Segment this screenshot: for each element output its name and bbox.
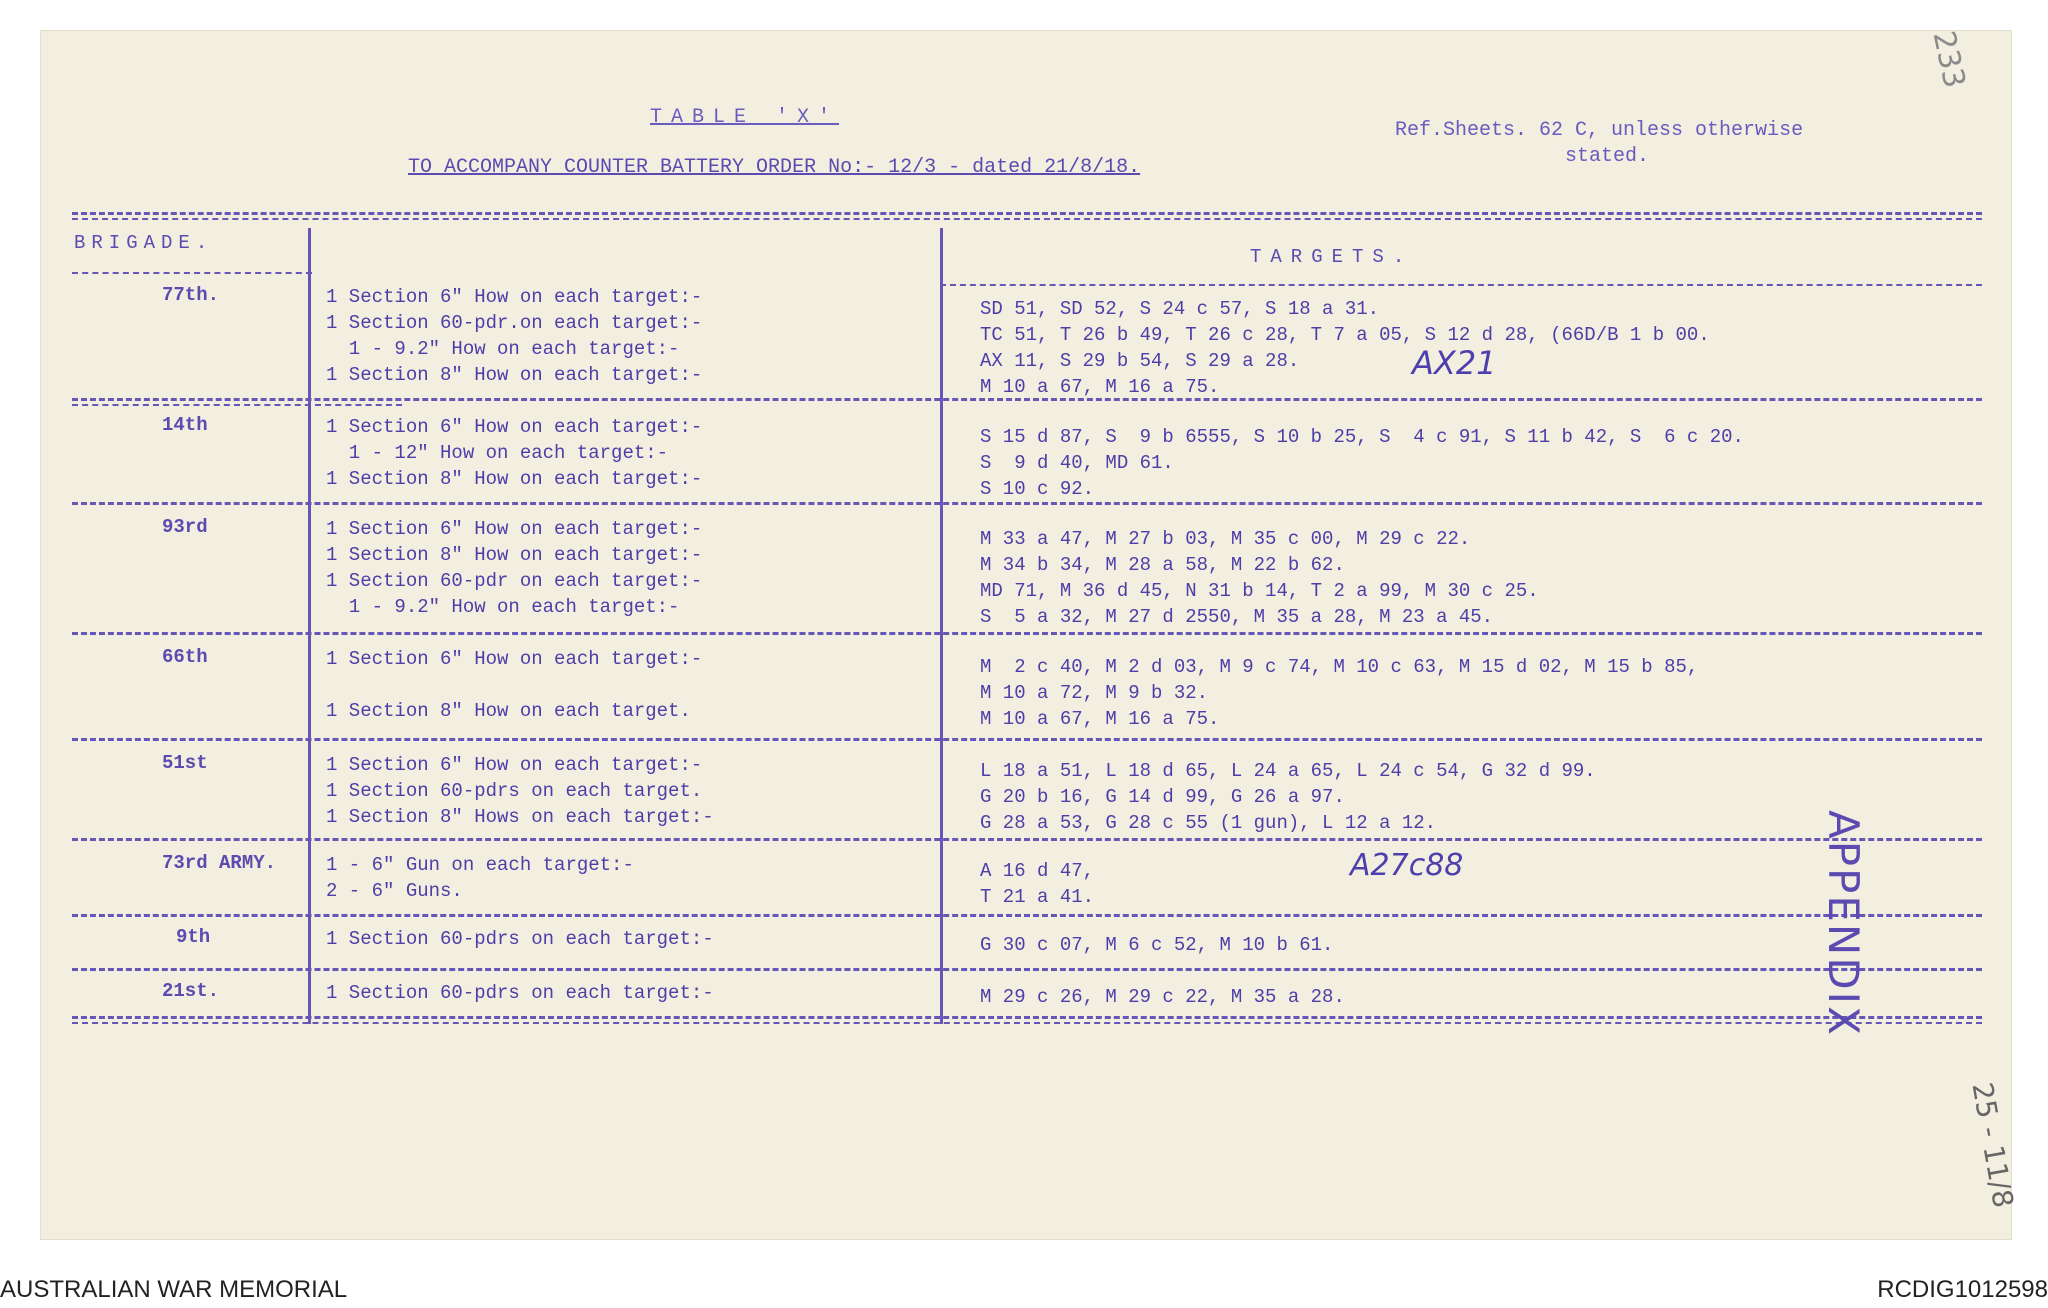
- brigade-cell: 66th: [162, 646, 208, 668]
- weapons-cell: 1 - 6" Gun on each target:- 2 - 6" Guns.: [326, 854, 634, 902]
- footer-left: AUSTRALIAN WAR MEMORIAL: [0, 1276, 348, 1303]
- table-top-rule-2: [72, 218, 1982, 220]
- weapons-cell: 1 Section 6" How on each target:- 1 - 12" How on each target:- 1 Section 8" How on each target:-: [326, 416, 703, 490]
- handwritten-note-a27c88: A27c88: [1350, 848, 1464, 883]
- header-brigade: BRIGADE.: [74, 232, 214, 254]
- weapons-cell: 1 Section 6" How on each target:- 1 Section 8" How on each target.: [326, 648, 703, 722]
- brigade-cell: 93rd: [162, 516, 208, 538]
- row-separator: [72, 914, 1982, 917]
- row-separator: [72, 838, 1982, 841]
- targets-cell: G 30 c 07, M 6 c 52, M 10 b 61.: [980, 934, 1334, 956]
- header-rule-right: [940, 284, 1982, 286]
- footer-right: RCDIG1012598: [1877, 1276, 2048, 1303]
- table-bottom-rule-2: [72, 1022, 1982, 1024]
- reference-note: [1395, 118, 1803, 170]
- brigade-cell: 73rd ARMY.: [162, 852, 277, 874]
- row-separator: [72, 404, 402, 406]
- reference-line-1: Ref.Sheets. 62 C, unless otherwise: [1395, 119, 1804, 142]
- weapons-cell: 1 Section 6" How on each target:- 1 Section 60-pdr.on each target:- 1 - 9.2" How on each target:- 1 Section 8" How on each target:-: [326, 286, 703, 386]
- table-title: TABLE 'X': [650, 106, 840, 129]
- row-separator: [72, 968, 1982, 971]
- targets-cell: M 33 a 47, M 27 b 03, M 35 c 00, M 29 c 22. M 34 b 34, M 28 a 58, M 22 b 62. MD 71, M 36 d 45, N 31 b 14, T 2 a 99, M 30 c 25. S 5 a 32, M 27 d 2550, M 35 a 28, M 23 a 45.: [980, 528, 1539, 628]
- brigade-cell: 21st.: [162, 980, 220, 1002]
- appendix-stamp: APPENDIX: [1819, 810, 1868, 1037]
- handwritten-note-ax21: AX21: [1412, 344, 1497, 382]
- table-bottom-rule: [72, 1016, 1982, 1019]
- weapons-cell: 1 Section 60-pdrs on each target:-: [326, 928, 714, 950]
- brigade-cell: 51st: [162, 752, 208, 774]
- brigade-cell: 77th.: [162, 284, 220, 306]
- targets-cell: S 15 d 87, S 9 b 6555, S 10 b 25, S 4 c 91, S 11 b 42, S 6 c 20. S 9 d 40, MD 61. S 10 c 92.: [980, 426, 1744, 500]
- targets-cell: M 29 c 26, M 29 c 22, M 35 a 28.: [980, 986, 1345, 1008]
- header-targets: TARGETS.: [1250, 246, 1414, 268]
- targets-cell: M 2 c 40, M 2 d 03, M 9 c 74, M 10 c 63, M 15 d 02, M 15 b 85, M 10 a 72, M 9 b 32. M 10 a 67, M 16 a 75.: [980, 656, 1699, 730]
- targets-cell: A 16 d 47, T 21 a 41.: [980, 860, 1095, 908]
- table-top-rule: [72, 212, 1982, 215]
- brigade-cell: 9th: [176, 926, 211, 948]
- column-divider-1: [308, 228, 311, 1024]
- targets-cell: L 18 a 51, L 18 d 65, L 24 a 65, L 24 c 54, G 32 d 99. G 20 b 16, G 14 d 99, G 26 a 97. G 28 a 53, G 28 c 55 (1 gun), L 12 a 12.: [980, 760, 1596, 834]
- weapons-cell: 1 Section 60-pdrs on each target:-: [326, 982, 714, 1004]
- header-rule-left: [72, 272, 312, 274]
- targets-cell: SD 51, SD 52, S 24 c 57, S 18 a 31. TC 51, T 26 b 49, T 26 c 28, T 7 a 05, S 12 d 28, (66D/B 1 b 00. AX 11, S 29 b 54, S 29 a 28. M 10 a 67, M 16 a 75.: [980, 298, 1710, 398]
- row-separator: [72, 502, 1982, 505]
- weapons-cell: 1 Section 6" How on each target:- 1 Section 60-pdrs on each target. 1 Section 8" Hows on each target:-: [326, 754, 714, 828]
- row-separator: [72, 632, 1982, 635]
- handwritten-page-number: 233: [1925, 27, 1972, 92]
- weapons-cell: 1 Section 6" How on each target:- 1 Section 8" How on each target:- 1 Section 60-pdr on each target:- 1 - 9.2" How on each target:-: [326, 518, 703, 618]
- table-subtitle: TO ACCOMPANY COUNTER BATTERY ORDER No:- 12/3 - dated 21/8/18.: [408, 156, 1141, 179]
- brigade-cell: 14th: [162, 414, 208, 436]
- appendix-number: 25 - 11/8: [1965, 1080, 2020, 1211]
- column-divider-2: [940, 228, 943, 1024]
- row-separator: [72, 738, 1982, 741]
- reference-line-2: stated.: [1565, 145, 1650, 168]
